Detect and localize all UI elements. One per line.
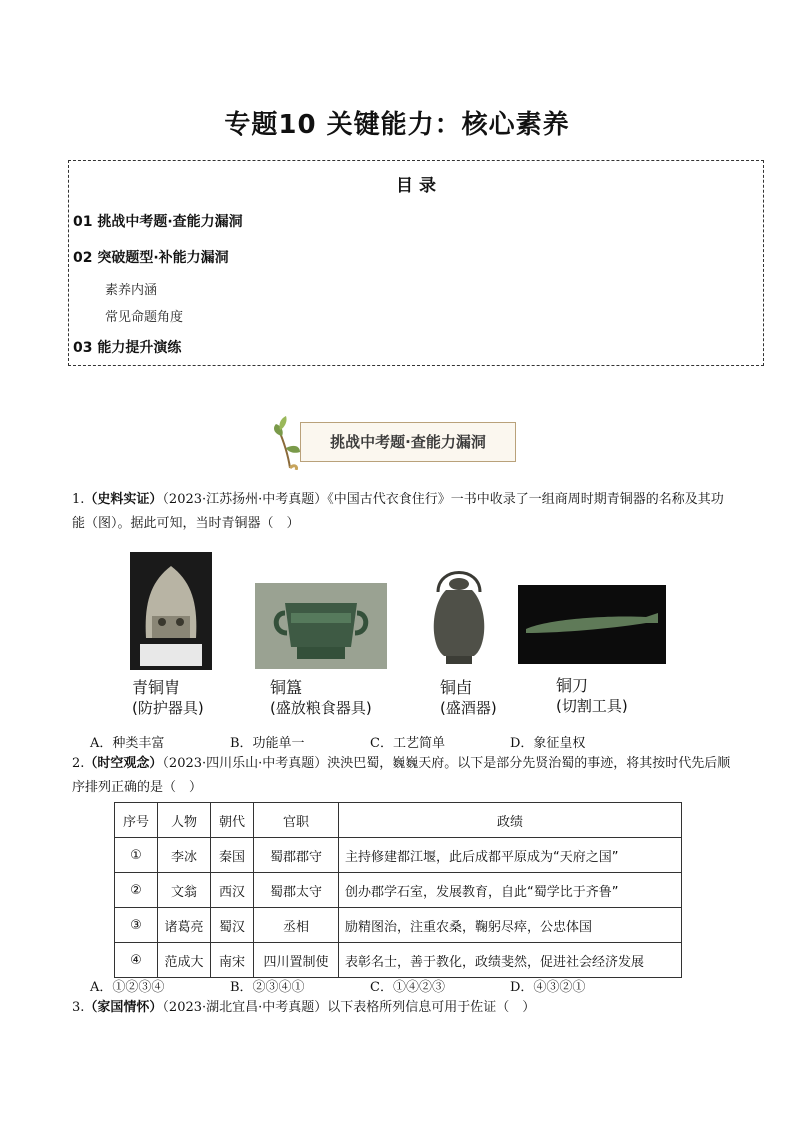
caption-knife: 铜刀 (切割工具) bbox=[556, 676, 628, 715]
table-cell: ② bbox=[115, 873, 158, 908]
caption-helmet: 青铜胄 (防护器具) bbox=[132, 678, 204, 717]
option-d[interactable]: D．④③②① bbox=[510, 980, 586, 995]
table-cell: 秦国 bbox=[211, 838, 254, 873]
toc-item-1[interactable]: 01 挑战中考题·查能力漏洞 bbox=[73, 214, 243, 230]
bronze-knife-image bbox=[518, 585, 666, 664]
table-header: 序号 bbox=[115, 803, 158, 838]
question-tag: （时空观念） bbox=[84, 756, 163, 771]
table-cell: 李冰 bbox=[158, 838, 211, 873]
banner-title: 挑战中考题·查能力漏洞 bbox=[330, 433, 486, 451]
bronze-you-image bbox=[426, 562, 492, 668]
question-tag: （史料实证） bbox=[84, 492, 163, 507]
table-header: 朝代 bbox=[211, 803, 254, 838]
table-cell: ① bbox=[115, 838, 158, 873]
table-cell: ④ bbox=[115, 943, 158, 978]
rulers-table bbox=[114, 802, 682, 978]
toc-item-3[interactable]: 03 能力提升演练 bbox=[73, 340, 182, 356]
table-row bbox=[115, 943, 682, 978]
toc-subitem-connotation[interactable]: 素养内涵 bbox=[105, 283, 158, 298]
table-header: 官职 bbox=[254, 803, 339, 838]
question-text: （2023·江苏扬州·中考真题）《中国古代衣食住行》一书中收录了一组商周时期青铜器的名称及其功能（图）。据此可知，当时青铜器（ ） bbox=[72, 492, 724, 531]
table-cell: 范成大 bbox=[158, 943, 211, 978]
question-number: 2. bbox=[72, 756, 85, 771]
bronze-helmet-image bbox=[130, 552, 212, 670]
option-b[interactable]: B．功能单一 bbox=[230, 736, 305, 751]
question-tag: （家国情怀） bbox=[84, 1000, 163, 1015]
table-row bbox=[115, 908, 682, 943]
table-cell: 四川置制使 bbox=[254, 943, 339, 978]
table-row bbox=[115, 838, 682, 873]
table-row bbox=[115, 873, 682, 908]
table-cell: ③ bbox=[115, 908, 158, 943]
table-header: 政绩 bbox=[339, 803, 682, 838]
table-cell: 西汉 bbox=[211, 873, 254, 908]
table-cell: 诸葛亮 bbox=[158, 908, 211, 943]
option-c[interactable]: C．①④②③ bbox=[370, 980, 445, 995]
question-2 bbox=[72, 752, 732, 800]
caption-gui: 铜簋 (盛放粮食器具) bbox=[270, 678, 372, 717]
q1-options bbox=[90, 732, 740, 751]
q2-options bbox=[90, 976, 740, 995]
question-number: 3. bbox=[72, 1000, 85, 1015]
table-cell: 表彰名士，善于教化，政绩斐然，促进社会经济发展 bbox=[339, 943, 682, 978]
toc-heading: 目 录 bbox=[396, 176, 436, 196]
question-number: 1. bbox=[72, 492, 85, 507]
option-d[interactable]: D．象征皇权 bbox=[510, 736, 586, 751]
table-cell: 文翁 bbox=[158, 873, 211, 908]
question-text: （2023·湖北宜昌·中考真题）以下表格所列信息可用于佐证（ ） bbox=[162, 1000, 536, 1015]
option-a[interactable]: A．①②③④ bbox=[90, 980, 165, 995]
table-cell: 创办郡学石室，发展教育，自此“蜀学比于齐鲁” bbox=[339, 873, 682, 908]
table-cell: 蜀汉 bbox=[211, 908, 254, 943]
table-cell: 丞相 bbox=[254, 908, 339, 943]
table-header: 人物 bbox=[158, 803, 211, 838]
page-title: 专题10 关键能力：核心素养 bbox=[224, 110, 570, 140]
table-cell: 励精图治，注重农桑，鞠躬尽瘁，公忠体国 bbox=[339, 908, 682, 943]
toc-subitem-angles[interactable]: 常见命题角度 bbox=[105, 310, 184, 325]
table-header-row bbox=[115, 803, 682, 838]
question-3 bbox=[72, 996, 732, 1020]
table-cell: 蜀郡太守 bbox=[254, 873, 339, 908]
bronze-gui-image bbox=[255, 583, 387, 669]
question-text: （2023·四川乐山·中考真题）泱泱巴蜀，巍巍天府。以下是部分先贤治蜀的事迹，将其按时代先后顺序排列正确的是（ ） bbox=[72, 756, 731, 795]
toc-item-2[interactable]: 02 突破题型·补能力漏洞 bbox=[73, 250, 229, 266]
question-1 bbox=[72, 488, 732, 536]
option-c[interactable]: C．工艺简单 bbox=[370, 736, 445, 751]
option-b[interactable]: B．②③④① bbox=[230, 980, 305, 995]
table-cell: 蜀郡郡守 bbox=[254, 838, 339, 873]
table-cell: 主持修建都江堰，此后成都平原成为“天府之国” bbox=[339, 838, 682, 873]
table-of-contents bbox=[68, 160, 764, 366]
caption-you: 铜卣 (盛酒器) bbox=[440, 678, 497, 717]
option-a[interactable]: A．种类丰富 bbox=[90, 736, 165, 751]
table-cell: 南宋 bbox=[211, 943, 254, 978]
section-banner bbox=[270, 414, 520, 466]
